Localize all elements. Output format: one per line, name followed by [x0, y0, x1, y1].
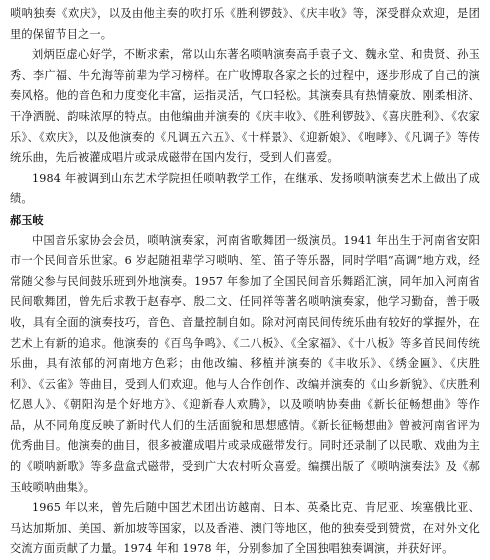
section-title: 郝玉岐 — [10, 212, 44, 227]
paragraph-hao-yuqi-tours: 1965 年以来，曾先后随中国艺术团出访越南、日本、英桑比克、肯尼亚、埃塞俄比亚、马达加斯加、美国、新加坡等国家，以及香港、澳门等地区，他的独奏受到赞赏，在对外文化交流方面贡献了力量。1974 年和 1978 年，分别参加了全国独唱独奏调演，并获好评。 — [10, 501, 480, 556]
paragraph-hao-yuqi-bio: 中国音乐家协会会员，唢呐演奏家，河南省歌舞团一级演员。1941 年出生于河南省安阳市一个民间音乐世家。6 岁起随祖辈学习唢呐、笙、笛子等乐器，同时学唱“高调”地方戏，经常随父参与民间鼓乐班到外地演奏。1957 年参加了全国民间音乐舞蹈汇演，同年加入河南省民间歌舞团，曾先后求教于赵春亭、殷二文、任同祥等著名唢呐演奏家，他学习勤奋，善于吸收，具有全面的演奏技巧，音色、音量控制自如。除对河南民间传统乐曲有较好的掌握外，在艺术上有新的追求。他演奏的《百鸟争鸣》、《二八板》、《全家福》、《十八板》等多首民间传统乐曲，具有浓郁的河南地方色彩；由他改编、移植并演奏的《丰收乐》、《绣金匾》、《庆胜利》、《云雀》等曲目，受到人们欢迎。他与人合作创作、改编并演奏的《山乡新貌》、《庆胜利忆恩人》、《朝阳沟是个好地方》、《迎新春人欢腾》，以及唢呐协奏曲《新长征畅想曲》等作品，从不同角度反映了新时代人们的生活面貌和思想感情。《新长征畅想曲》曾被河南省评为优秀曲目。他演奏的曲目，很多被灌成唱片或录成磁带发行。同时还录制了以民歌、戏曲为主的《唢呐新歌》等多盘盒式磁带，受到广大农村听众喜爱。编撰出版了《唢呐演奏法》及《郝玉岐唢呐曲集》。 — [10, 233, 480, 494]
paragraph-liu-bingchen-teaching: 1984 年被调到山东艺术学院担任唢呐教学工作，在继承、发扬唢呐演奏艺术上做出了成绩。 — [10, 171, 480, 206]
paragraph-liu-bingchen-style: 刘炳臣虚心好学，不断求索，常以山东著名唢呐演奏高手袁子文、魏永堂、和贵贤、孙玉秀、李广福、牛允海等前辈为学习榜样。在广收博取各家之长的过程中，逐步形成了自己的演奏风格。他的音色和力度变化丰富，运指灵活，气口轻松。其演奏具有热情豪放、刚柔相济、干净洒脱、韵味浓厚的特点。由他编曲并演奏的《庆丰收》、《胜利锣鼓》、《喜庆胜利》、《农家乐》、《欢庆》，以及他演奏的《凡调五六五》、《十样景》、《迎新娘》、《咆哮》、《凡调子》等传统乐曲，先后被灌成唱片或录成磁带在国内发行，受到人们喜爱。 — [10, 48, 480, 165]
paragraph-intro-continued: 唢呐独奏《欢庆》，以及由他主奏的吹打乐《胜利锣鼓》、《庆丰收》等，深受群众欢迎，是团里的保留节目之一。 — [10, 7, 480, 41]
